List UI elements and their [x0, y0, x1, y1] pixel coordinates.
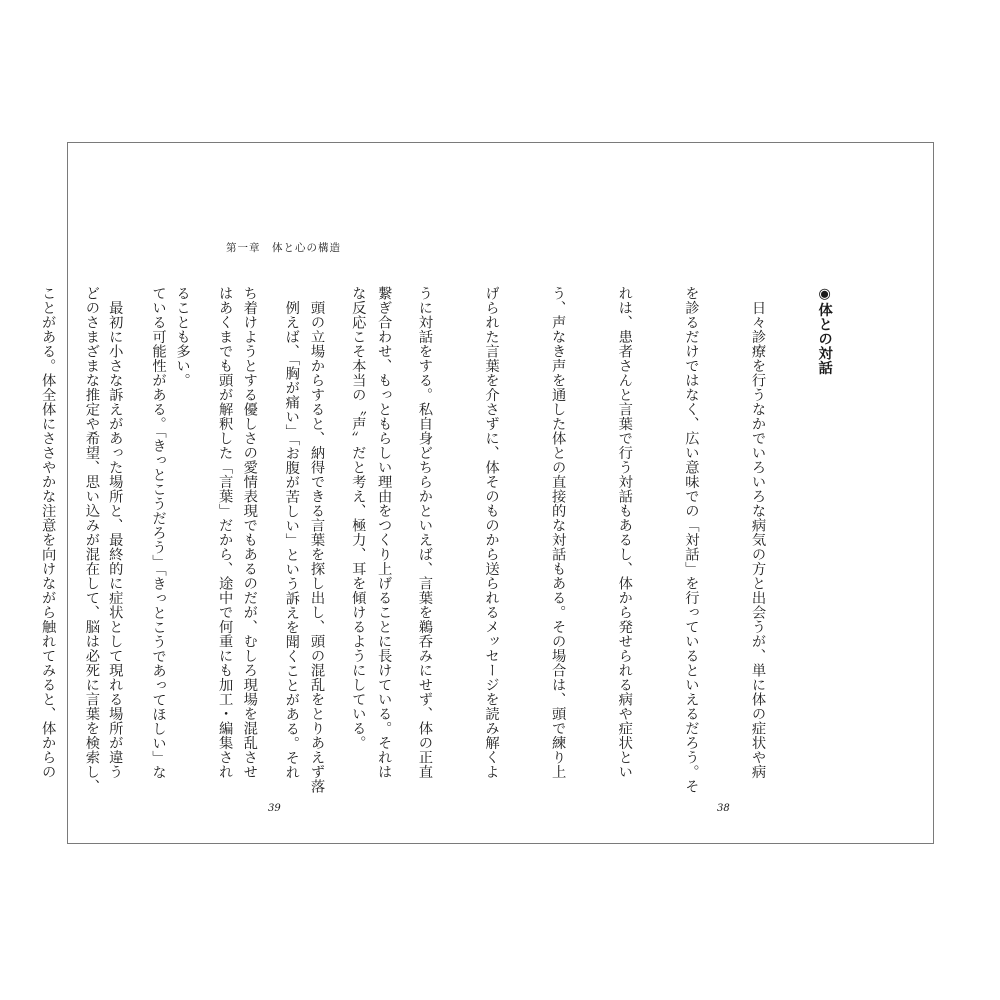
- text-line: な反応こそ本当の〝声〟だと考え、極力、耳を傾けるようにしている。: [350, 286, 367, 750]
- text-line: を診るだけではなく、広い意味での「対話」を行っているといえるだろう。そ: [683, 286, 700, 794]
- text-line: げられた言葉を介さずに、体そのものから送られるメッセージを読み解くよ: [483, 286, 500, 779]
- running-head: 第一章 体と心の構造: [226, 242, 341, 254]
- text-line: 日々診療を行うなかでいろいろな病気の方と出会うが、単に体の症状や病: [749, 286, 766, 779]
- text-line: ている可能性がある。「きっとこうだろう」「きっとこうであってほしい」な: [150, 286, 167, 780]
- text-line: れは、患者さんと言葉で行う対話もあるし、体から発せられる病や症状とい: [616, 286, 633, 779]
- text-line: 繋ぎ合わせ、もっともらしい理由をつくり上げることに長けている。それは: [376, 286, 393, 779]
- section-heading: ◉体との対話: [816, 286, 833, 375]
- text-line: ち着けようとする優しさの愛情表現でもあるのだが、むしろ現場を混乱させ: [241, 286, 258, 779]
- text-line: どのさまざまな推定や希望、思い込みが混在して、脳は必死に言葉を検索し、: [83, 286, 100, 794]
- text-line: はあくまでも頭が解釈した「言葉」だから、途中で何重にも加工・編集され: [217, 286, 234, 779]
- right-page-body: [58, 286, 880, 794]
- text-line: うに対話をする。私自身どちらかといえば、言葉を鵜呑みにせず、体の正直: [416, 286, 433, 779]
- text-line: ることも多い。: [174, 286, 191, 388]
- text-line: う、声なき声を通した体との直接的な対話もある。その場合は、頭で練り上: [550, 286, 567, 779]
- text-line: 頭の立場からすると、納得できる言葉を探し出し、頭の混乱をとりあえず落: [308, 286, 325, 794]
- text-line: ことがある。体全体にささやかな注意を向けながら触れてみると、体からの: [40, 286, 57, 779]
- page-number-left: 39: [268, 803, 281, 814]
- text-line: 最初に小さな訴えがあった場所と、最終的に症状として現れる場所が違う: [107, 286, 124, 779]
- page-number-right: 38: [717, 803, 730, 814]
- text-line: 例えば、「胸が痛い」「お腹が苦しい」という訴えを聞くことがある。それ: [283, 286, 300, 780]
